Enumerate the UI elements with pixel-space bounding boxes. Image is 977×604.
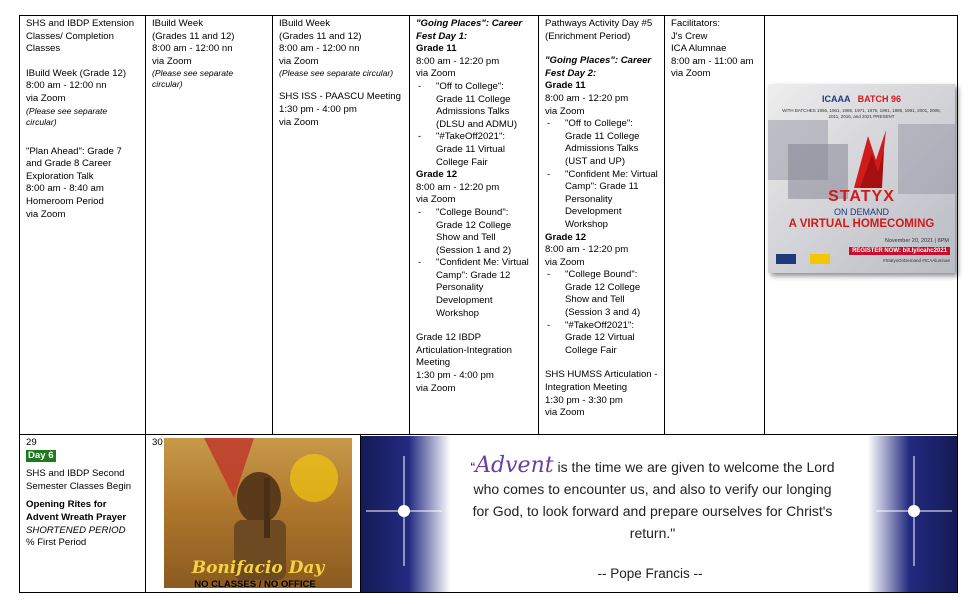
semester-begins-text: SHS and IBDP Second Semester Classes Begin — [26, 468, 132, 492]
cell-col1 — [20, 16, 145, 434]
facilitator-alumnae: ICA Alumnae — [671, 43, 727, 55]
advent-word: Advent — [475, 453, 554, 478]
col-divider — [764, 15, 765, 435]
list-item: - "#TakeOff2021": Grade 11 Virtual College Fair — [436, 131, 532, 169]
quote-author: -- Pope Francis -- — [597, 566, 703, 581]
humss-meeting-time: 1:30 pm - 3:30 pm — [545, 394, 623, 406]
plan-ahead-period: Homeroom Period — [26, 195, 104, 207]
shortened-period-text: SHORTENED PERIOD — [26, 524, 126, 536]
cell-col6 — [665, 16, 764, 434]
grade11-heading: Grade 11 — [545, 80, 586, 92]
homecoming-poster — [768, 84, 955, 273]
list-item: - "Confident Me: Virtual Camp": Grade 12 Personality Development Workshop — [436, 257, 532, 320]
plan-ahead-time: 8:00 am - 8:40 am — [26, 183, 104, 195]
no-classes-label: NO CLASSES / NO OFFICE — [194, 579, 316, 590]
ibuild-via: via Zoom — [26, 92, 66, 104]
ibuild-time: 8:00 am - 12:00 nn — [279, 43, 360, 55]
grade11-via: via Zoom — [416, 68, 456, 80]
list-item: - "Confident Me: Virtual Camp": Grade 11 Personality Development Workshop — [565, 169, 658, 232]
cell-day30-date — [146, 435, 166, 451]
grade11-heading: Grade 11 — [416, 43, 457, 55]
grade12-list — [545, 269, 658, 357]
ibdp-meeting-title: Grade 12 IBDP Articulation-Integration Meeting — [416, 332, 512, 369]
poster-subtitle: WITH BATCHES 1956, 1961, 1966, 1971, 1976, 1981, 1986, 1991, 2001, 2006, 2011, 2016, and 2021 PRESENT — [782, 108, 941, 119]
iss-meeting-title: SHS ISS - PAASCU Meeting — [279, 91, 401, 103]
grade11-list — [416, 81, 532, 169]
grade11-time: 8:00 am - 12:20 pm — [545, 92, 629, 104]
list-item: - "College Bound": Grade 12 College Show and Tell (Session 3 and 4) — [565, 269, 658, 319]
day-badge: Day 6 — [28, 449, 54, 461]
ibuild-title: IBuild Week (Grade 12) — [26, 67, 127, 79]
list-item: - "#TakeOff2021": Grade 12 Virtual College Fair — [565, 320, 658, 358]
poster-header — [768, 94, 955, 104]
poster-register-link[interactable]: REGISTER NOW: bit.ly/icahc2021 — [849, 247, 950, 255]
grade12-list — [416, 207, 532, 320]
cell-col3 — [273, 16, 409, 434]
ibuild-time: 8:00 am - 12:00 nn — [26, 80, 107, 92]
ibdp-meeting-time: 1:30 pm - 4:00 pm — [416, 370, 494, 382]
date-number: 29 — [26, 437, 37, 448]
batch-logo-text: BATCH 96 — [857, 94, 902, 104]
icaaa-logo-text: ICAAA — [821, 94, 851, 104]
grade11-time: 8:00 am - 12:20 pm — [416, 55, 500, 67]
ibuild-title: IBuild Week — [152, 18, 204, 29]
list-item: - "College Bound": Grade 12 College Show and Tell (Session 1 and 2) — [436, 207, 532, 257]
poster-date: November 20, 2021 | 8PM — [884, 238, 949, 244]
facilitators-label: Facilitators: — [671, 18, 721, 29]
bonifacio-day-title: Bonifacio Day — [191, 558, 325, 578]
advent-quote-text: is the time we are given to welcome the Lord who comes to encounter us, and also to verify our longing for God, to look forward and prepare ourselves for Christ's return." — [472, 459, 835, 541]
poster-title: STATYX — [828, 188, 895, 205]
opening-rites-text: Opening Rites for Advent Wreath Prayer — [26, 499, 127, 523]
ibuild-grades: (Grades 11 and 12) — [152, 30, 235, 42]
cell-day29 — [20, 435, 145, 592]
ibuild-note: (Please see separate circular) — [26, 105, 108, 127]
list-item: - "Off to College": Grade 11 College Admissions Talks (DLSU and ADMU) — [436, 81, 532, 131]
grade11-list — [545, 118, 658, 231]
career-fest-day1-title: "Going Places": Career Fest Day 1: — [416, 18, 523, 42]
sponsor-logo — [810, 254, 830, 264]
iss-meeting-time: 1:30 pm - 4:00 pm — [279, 103, 357, 115]
extension-classes-text: SHS and IBDP Extension Classes/ Completion Classes — [26, 18, 135, 55]
ibuild-via: via Zoom — [152, 55, 192, 67]
pathways-title: Pathways Activity Day #5 (Enrichment Period) — [545, 18, 653, 42]
grade12-via: via Zoom — [545, 256, 585, 268]
list-item: - "Off to College": Grade 11 College Admissions Talks (UST and UP) — [565, 118, 658, 168]
first-period-text: % First Period — [26, 537, 87, 549]
table-bottom-border — [19, 592, 958, 593]
advent-quote: “Advent is the time we are given to welcome the Lord who comes to encounter us, and also to verify our longing for God, to look forward and prepare ourselves for Christ's return." — [470, 453, 835, 541]
facilitator-time: 8:00 am - 11:00 am — [671, 55, 754, 67]
facilitator-via: via Zoom — [671, 68, 711, 80]
ibuild-via: via Zoom — [279, 55, 319, 67]
ibuild-note: (Please see separate circular) — [152, 68, 234, 90]
ibuild-time: 8:00 am - 12:00 nn — [152, 43, 233, 55]
grade12-heading: Grade 12 — [416, 169, 458, 181]
ibuild-title: IBuild Week — [279, 18, 331, 29]
career-fest-day2-title: "Going Places": Career Fest Day 2: — [545, 55, 652, 79]
ibuild-grades: (Grades 11 and 12) — [279, 30, 362, 42]
grade12-time: 8:00 am - 12:20 pm — [545, 244, 629, 256]
cell-col5 — [539, 16, 664, 434]
cell-col2 — [146, 16, 272, 434]
poster-hashtags: #StatyxOnDemand #ICAAlumnae — [882, 258, 950, 263]
grade12-heading: Grade 12 — [545, 231, 587, 243]
grade12-via: via Zoom — [416, 194, 456, 206]
ibuild-note: (Please see separate circular) — [279, 68, 394, 79]
grade12-time: 8:00 am - 12:20 pm — [416, 181, 500, 193]
grade11-via: via Zoom — [545, 105, 585, 117]
col-divider — [957, 15, 958, 593]
humss-meeting-via: via Zoom — [545, 407, 585, 419]
star-icon — [871, 436, 957, 592]
cell-col4 — [410, 16, 538, 434]
bonifacio-day-image — [164, 438, 352, 588]
plan-ahead-via: via Zoom — [26, 208, 66, 220]
date-number: 30 — [152, 437, 163, 448]
facilitator-crew: J's Crew — [671, 30, 708, 42]
plan-ahead-title: "Plan Ahead": Grade 7 and Grade 8 Career Exploration Talk — [26, 145, 122, 182]
poster-on-demand: ON DEMAND — [833, 207, 889, 217]
humss-meeting-title: SHS HUMSS Articulation - Integration Meeting — [545, 369, 658, 394]
ibdp-meeting-via: via Zoom — [416, 382, 456, 394]
sponsor-logo — [776, 254, 796, 264]
star-icon — [361, 436, 447, 592]
iss-meeting-via: via Zoom — [279, 116, 319, 128]
poster-homecoming: A VIRTUAL HOMECOMING — [788, 218, 935, 230]
